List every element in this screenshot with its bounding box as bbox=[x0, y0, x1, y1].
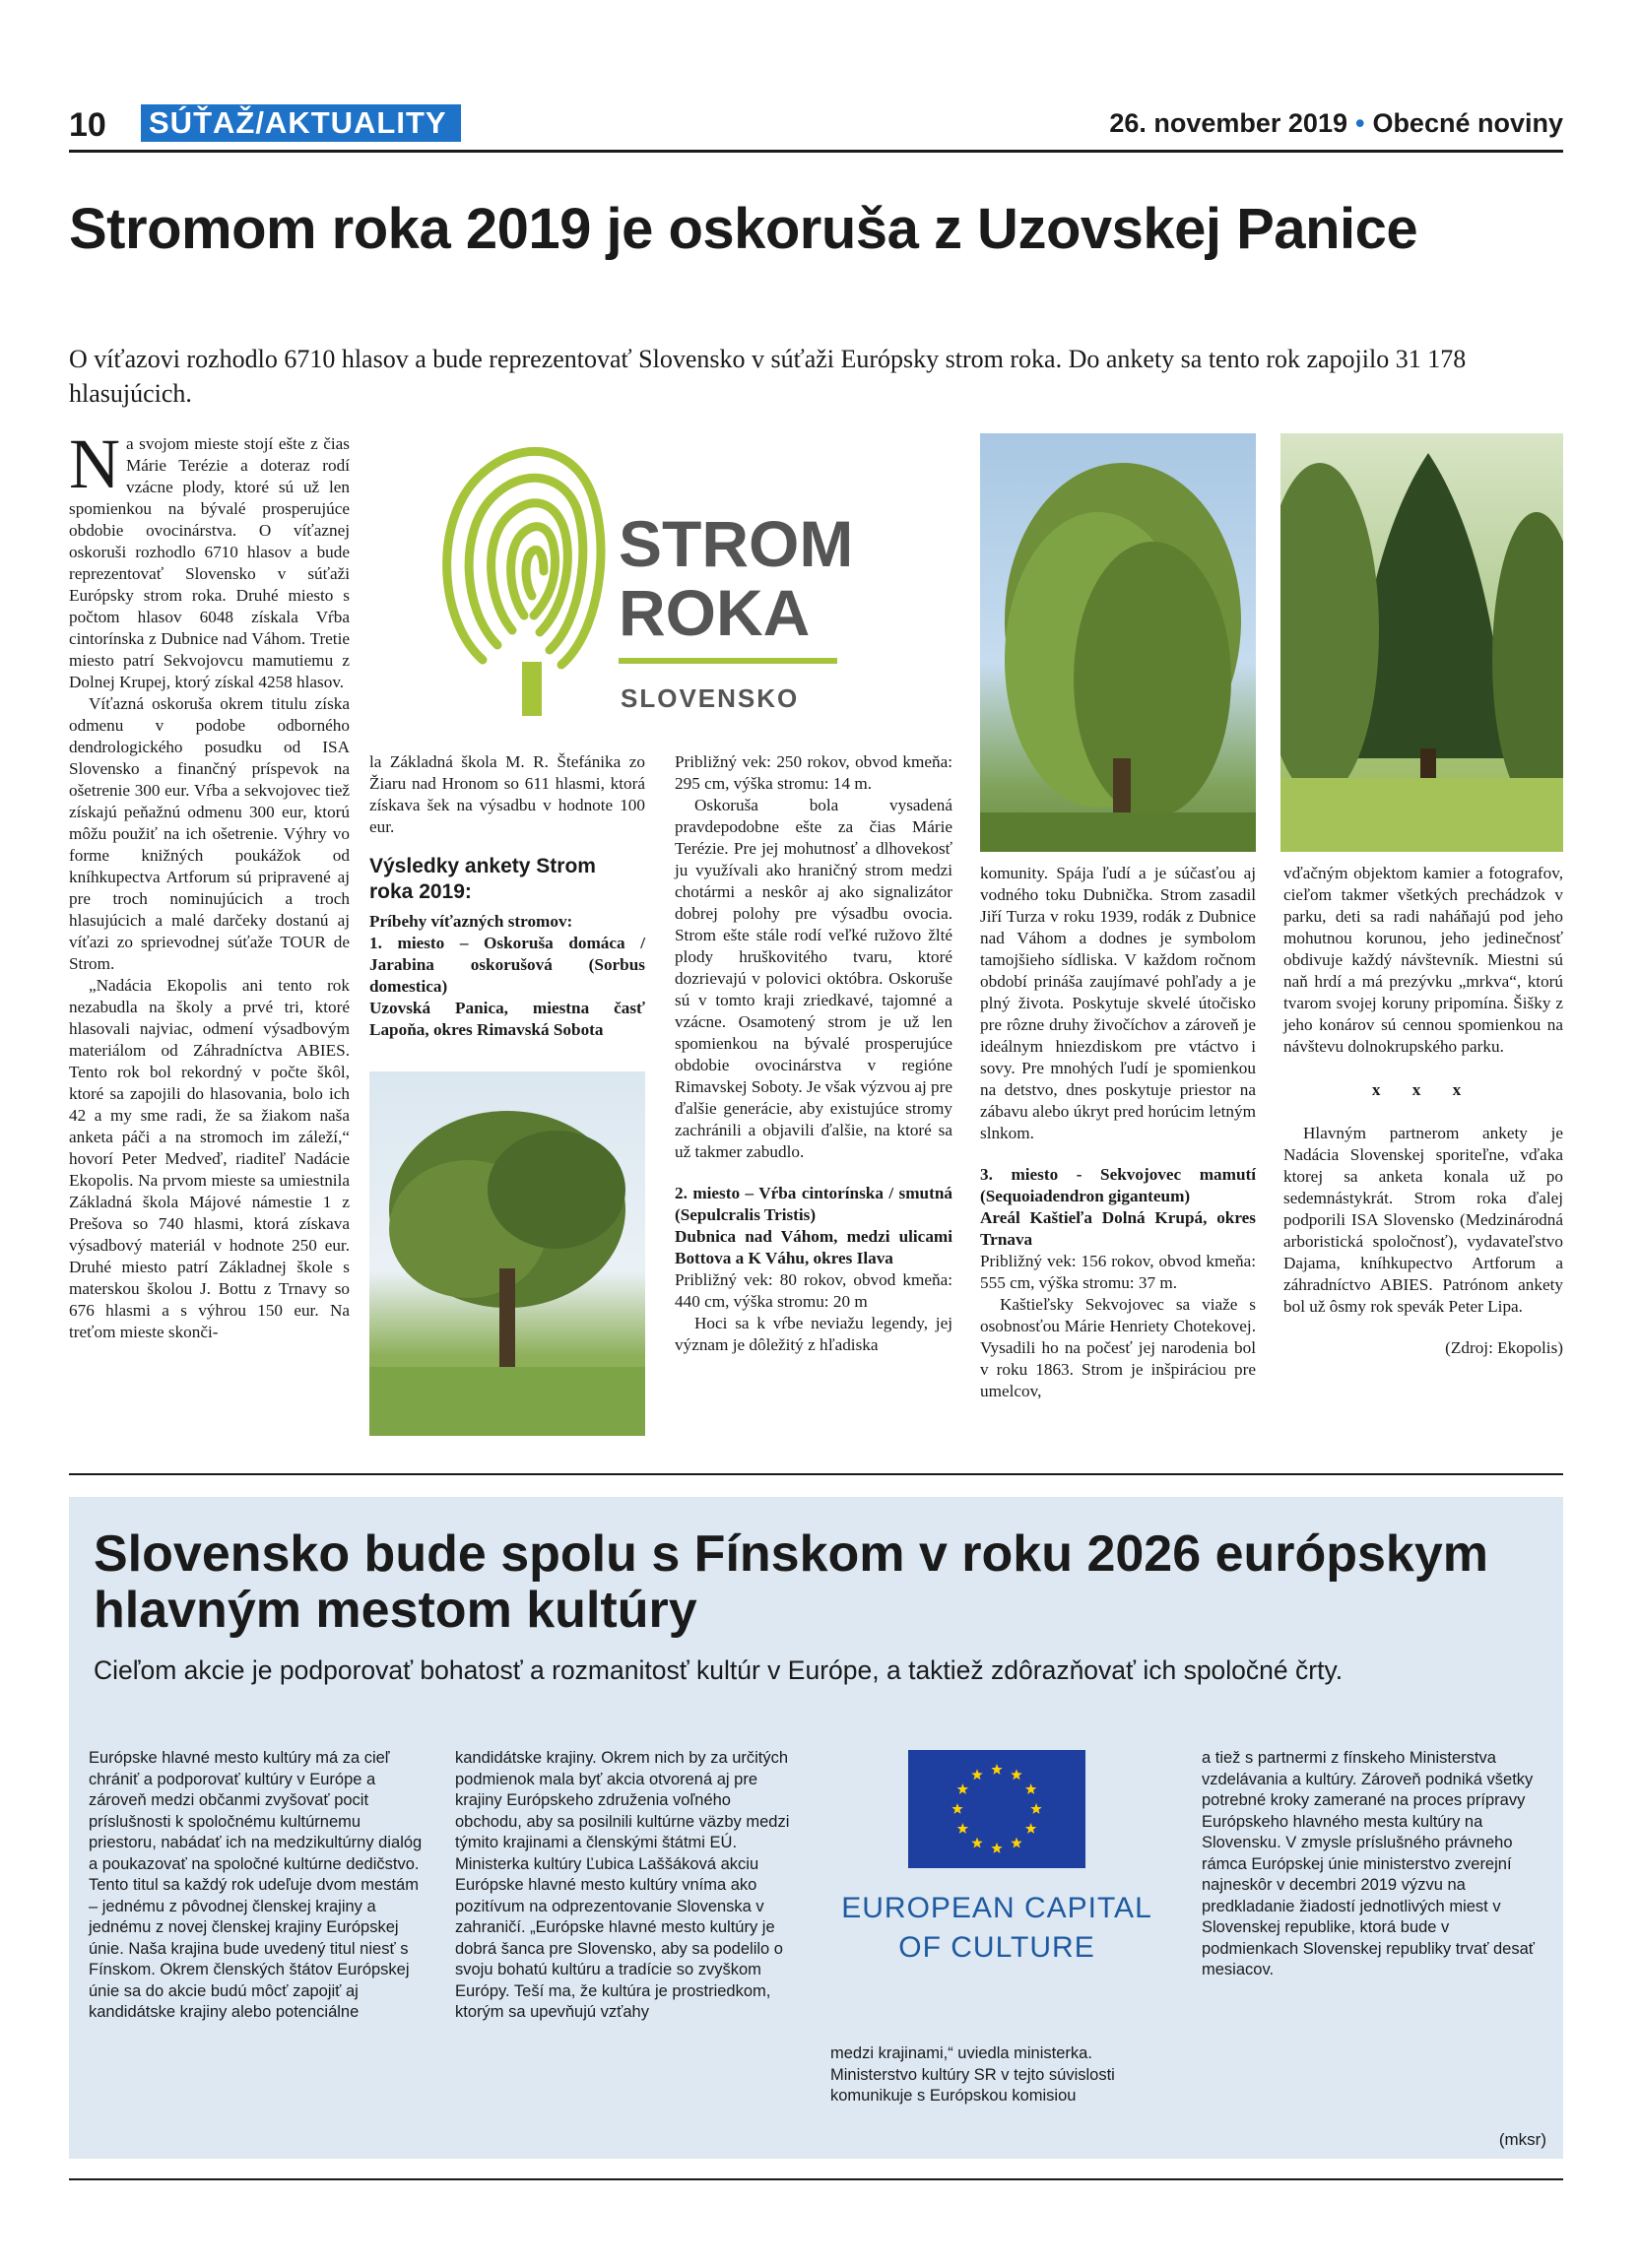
paragraph: kandidátske krajiny. Okrem nich by za určitých podmienok mala byť akcia otvorená aj pre krajiny Európskeho združenia voľného obchodu, aby sa posilnili kultúrne väzby medzi týmito krajinami a členskými štátmi EÚ. bbox=[455, 1749, 790, 1851]
article1-lead: O víťazovi rozhodlo 6710 hlasov a bude reprezentovať Slovensko v súťaži Európsky strom roka. Do ankety sa tento rok zapojilo 31 178 hlasujúcich. bbox=[69, 345, 1467, 408]
paragraph: vďačným objektom kamier a fotografov, cieľom takmer všetkých prechádzok v parku, deti sa radi naháňajú pod jeho mohutnou korunou, jeho jedinečnosť obdivuje každý návštevník. Miestni sú naň hrdí a má prezývku „mrkva“, ktorú tvarom svojej koruny pripomína. Šišky z jeho konárov sú cennou spomienkou na návštevu dolnokrupského parku. bbox=[1283, 864, 1563, 1056]
article1-headline: Stromom roka 2019 je oskoruša z Uzovskej Panice bbox=[69, 197, 1418, 261]
paragraph: Približný vek: 250 rokov, obvod kmeňa: 295 cm, výška stromu: 14 m. bbox=[675, 752, 952, 793]
bottom-rule bbox=[69, 2178, 1563, 2180]
paragraph: Približný vek: 80 rokov, obvod kmeňa: 440 cm, výška stromu: 20 m bbox=[675, 1270, 952, 1311]
article2-column-4 bbox=[1202, 1748, 1542, 1981]
second-place-location: Dubnica nad Váhom, medzi ulicami Bottova a K Váhu, okres Ilava bbox=[675, 1227, 952, 1267]
article1-column-1 bbox=[69, 424, 350, 1343]
results-subhead: Výsledky ankety Strom roka 2019: bbox=[369, 855, 596, 903]
issue-info bbox=[1109, 108, 1563, 139]
willow-tree-photo bbox=[980, 433, 1256, 852]
paragraph: Hlavným partnerom ankety je Nadácia Slovenskej sporiteľne, vďaka ktorej sa anketa konala už po sedemnástykrát. Strom roka ďalej podporili ISA Slovensko (Medzinárodná arboristická spoločnosť), vydavateľstvo Dajama, kníhkupectvo Artforum a záhradníctvo ABIES. Patrónom ankety bol už ôsmy rok spevák Peter Lipa. bbox=[1283, 1124, 1563, 1316]
first-place-location: Uzovská Panica, miestna časť Lapoňa, okres Rimavská Sobota bbox=[369, 999, 645, 1039]
article2-column-3 bbox=[830, 2043, 1175, 2107]
eu-logo-line-2: OF CULTURE bbox=[898, 1931, 1095, 1964]
paragraph: „Nadácia Ekopolis ani tento rok nezabudla na školy a prvé tri, ktoré hlasovali najviac, odmení výsadbovým materiálom od Záhradníctva ABIES. Tento rok bol rekordný v počte škôl, ktoré sa zapojili do hlasovania, bolo ich 42 a my sme radi, že sa žiakom naša anketa páči a na stromoch im záleží,“ hovorí Peter Medveď, riaditeľ Nadácie Ekopolis. Na prvom mieste sa umiestnila Základná škola Májové námestie 1 z Prešova so 740 hlasmi, ktorá získava výsadbový materiál v hodnote 250 eur. Druhé miesto patrí Základnej škole s materskou školou J. Bottu z Trnavy so 676 hlasmi a s výhrou 150 eur. Na treťom mieste skonči- bbox=[69, 976, 350, 1341]
separator-bullet: • bbox=[1354, 108, 1365, 138]
drop-cap: N bbox=[69, 424, 120, 503]
logo-line-2: ROKA bbox=[619, 576, 811, 649]
third-place-location: Areál Kaštieľa Dolná Krupá, okres Trnava bbox=[980, 1208, 1256, 1249]
page-number: 10 bbox=[69, 106, 106, 144]
paragraph: Hoci sa k vŕbe neviažu legendy, jej význam je dôležitý z hľadiska bbox=[675, 1314, 952, 1354]
article2-headline: Slovensko bude spolu s Fínskom v roku 2026 európskym hlavným mestom kultúry bbox=[94, 1525, 1489, 1639]
tree-trunk bbox=[522, 662, 542, 716]
article2-lead: Cieľom akcie je podporovať bohatosť a rozmanitosť kultúr v Európe, a taktiež zdôrazňovať ich spoločné črty. bbox=[94, 1655, 1344, 1685]
section-separator: x x x bbox=[1371, 1080, 1476, 1099]
logo-underline bbox=[619, 658, 837, 664]
paragraph: Približný vek: 156 rokov, obvod kmeňa: 555 cm, výška stromu: 37 m. bbox=[980, 1252, 1256, 1292]
fingerprint-tree-icon bbox=[424, 433, 857, 729]
eu-logo-line-1: EUROPEAN CAPITAL bbox=[841, 1892, 1152, 1924]
logo-line-1: STROM bbox=[619, 507, 854, 580]
paragraph: Ministerka kultúry Ľubica Laššáková akciu Európske hlavné mesto kultúry vníma ako pozitívum na odprezentovanie Slovenska v zahraničí. „Európske hlavné mesto kultúry je dobrá šanca pre Slovensko, aby sa podelilo o svoju bohatú kultúru a tradície so zvyškom Európy. Teší ma, že kultúra je prostriedkom, ktorým sa upevňujú vzťahy bbox=[455, 1854, 783, 2021]
paragraph: Kaštieľsky Sekvojovec sa viaže s osobnosťou Márie Henriety Chotekovej. Vysadili ho na počesť jej narodenia bol v roku 1863. Strom je inšpiráciou pre umelcov, bbox=[980, 1295, 1256, 1400]
paragraph: a tiež s partnermi z fínskeho Ministerstva vzdelávania a kultúry. Zároveň podniká všetky potrebné kroky zamerané na proces prípravy Európskeho hlavného mesta kultúry na Slovensku. V zmysle príslušného právneho rámca Európskej únie ministerstvo zverejní najneskôr v decembri 2019 výzvu na predkladanie žiadostí jednotlivých miest v Slovenskej republike, ktorá bude v podmienkach Slovenskej republiky trvať desať mesiacov. bbox=[1202, 1749, 1535, 1978]
author-signature: (mksr) bbox=[1498, 2130, 1546, 2149]
paragraph: komunity. Spája ľudí a je súčasťou aj vodného toku Dubnička. Strom zasadil Jiří Turza v roku 1939, rodák z Dubnice nad Váhom a dodnes je symbolom tamojšieho sídliska. V každom ročnom období prináša zaujímavé pohľady a je plný života. Poskytuje skvelé útočisko pre rôzne druhy živočíchov a zároveň je ideálnym hniezdiskom pre vtáctvo i sovy. Pre mnohých ľudí je spomienkou na detstvo, dnes poskytuje priestor na zábavu alebo úkryt pred horúcim letným slnkom. bbox=[980, 864, 1256, 1142]
article2-column-2 bbox=[455, 1748, 800, 2024]
paragraph: Na svojom mieste stojí ešte z čias Márie Terézie a doteraz rodí vzácne plody, ktoré sú už len spomienkou na bývalé prosperujúce obdobie ovocinárstva. O víťaznej oskoruši rozhodlo 6710 hlasov a bude reprezentovať Slovensko v súťaži Európsky strom roka. Druhé miesto s počtom hlasov 6048 získala Vŕba cintorínska z Dubnice nad Váhom. Tretie miesto patrí Sekvojovcu mamutiemu z Dolnej Krupej, ktorý získal 4258 hlasov. bbox=[69, 424, 350, 691]
article1-column-5 bbox=[1283, 863, 1563, 1359]
paragraph: la Základná škola M. R. Štefánika zo Žiaru nad Hronom so 611 hlasmi, ktorá získava šek na výsadbu v hodnote 100 eur. bbox=[369, 752, 645, 836]
service-tree-photo bbox=[369, 1071, 645, 1436]
article1-column-3 bbox=[675, 751, 952, 1356]
top-rule bbox=[69, 150, 1563, 153]
article-divider bbox=[69, 1473, 1563, 1475]
third-place-title: 3. miesto - Sekvojovec mamutí (Sequoiadendron giganteum) bbox=[980, 1165, 1256, 1205]
paragraph: medzi krajinami,“ uviedla ministerka. Ministerstvo kultúry SR v tejto súvislosti komunikuje s Európskou komisiou bbox=[830, 2044, 1115, 2105]
publication-name: Obecné noviny bbox=[1372, 108, 1563, 138]
issue-date: 26. november 2019 bbox=[1109, 108, 1347, 138]
second-place-title: 2. miesto – Vŕba cintorínska / smutná (Sepulcralis Tristis) bbox=[675, 1184, 952, 1224]
paragraph: Tento titul sa každý rok udeľuje dvom mestám – jednému z pôvodnej členskej krajiny a jednému z novej členskej krajiny Európskej únie. Našа krajina bude uvedený titul niesť s Fínskom. Okrem členských štátov Európskej únie sa do akcie budú môcť zapojiť aj kandidátske krajiny alebo potenciálne bbox=[89, 1876, 419, 2021]
strom-roka-logo bbox=[424, 433, 857, 729]
paragraph: Víťazná oskoruša okrem titulu získa odmenu v podobe odborného dendrologického posudku od ISA Slovensko a finančný príspevok na ošetrenie 300 eur. Vŕba a sekvojovec tiež získajú peňažnú odmenu 300 eur, ktorú môžu použiť na ich ošetrenie. Výhry vo forme knižných poukážok od kníhkupectva Artforum sú pripravené aj pre troch nominujúcich a troch hlasujúcich a malé darčeky dostanú aj víťazi zo sprievodnej súťaže TOUR de Strom. bbox=[69, 694, 350, 973]
article1-column-4 bbox=[980, 863, 1256, 1402]
eu-flag-icon bbox=[837, 1748, 1157, 1965]
paragraph: Oskoruša bola vysadená pravdepodobne ešte za čias Márie Terézie. Pre jej mohutnosť a dlhovekosť ju využívali ako hraničný strom medzi chotármi a neskôr aj ako signalizátor dobrej polohy pre výsadbu ovocia. Strom ešte stále rodí veľké ružovo žlté plody hruškovitého tvaru, ktoré dozrievajú v polovici októbra. Oskoruše sú v tomto kraji zriedkavé, tajomné a vzácne. Osamotený strom je už len spomienkou na bývalé prosperujúce obdobie ovocinárstva v regióne Rimavskej Soboty. Je však výzvou aj pre ďalšie generácie, aby existujúce stromy zachránili a objavili ďalšie, na ktoré sa už takmer zabudlo. bbox=[675, 796, 952, 1161]
article1-column-2 bbox=[369, 751, 645, 1041]
source-credit: (Zdroj: Ekopolis) bbox=[1445, 1338, 1563, 1357]
paragraph: Európske hlavné mesto kultúry má za cieľ chrániť a podporovať kultúry v Európe a zároveň medzi občanmi zvyšovať pocit príslušnosti k spoločnému kultúrnemu priestoru, nabádať ich na medzikultúrny dialóg a poukazovať na spoločné kultúrne dedičstvo. bbox=[89, 1749, 423, 1873]
first-place-title: 1. miesto – Oskoruša domáca / Jarabina oskorušová (Sorbus domestica) bbox=[369, 934, 645, 996]
sequoia-tree-photo bbox=[1280, 433, 1563, 852]
logo-line-3: SLOVENSKO bbox=[621, 683, 800, 713]
section-tag: SÚŤAŽ/AKTUALITY bbox=[141, 104, 461, 142]
european-capital-of-culture-logo bbox=[837, 1748, 1157, 1965]
article2-column-1 bbox=[89, 1748, 428, 2024]
stories-label: Príbehy víťazných stromov: bbox=[369, 912, 573, 931]
